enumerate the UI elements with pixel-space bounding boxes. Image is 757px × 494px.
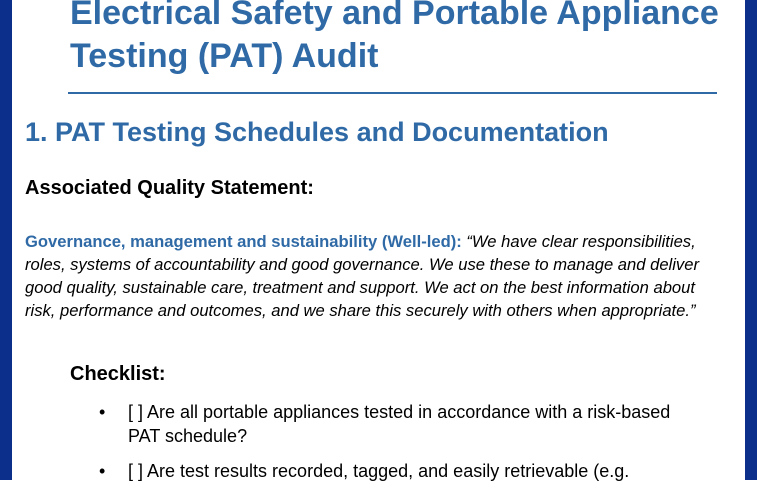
page-border-left — [0, 0, 12, 480]
title-divider — [68, 92, 717, 94]
bullet-icon: • — [99, 461, 106, 481]
checklist-item — [96, 400, 696, 448]
key-question-label: Governance, management and sustainability (Well-led): — [25, 232, 462, 251]
checklist-item-text: [ ] Are all portable appliances tested in accordance with a risk-based PAT schedule? — [128, 402, 671, 446]
quality-statement-quote: “We have clear responsibilities, roles, systems of accountability and good governance. We use these to manage and deliver good quality, sustainable care, treatment and support. We act on the best information about risk, performance and outcomes, and we share this securely with others when appropriate.” — [25, 232, 699, 320]
checklist-item — [96, 459, 696, 483]
page-border-right — [745, 0, 757, 480]
checklist-heading: Checklist: — [70, 363, 166, 385]
quality-statement-heading: Associated Quality Statement: — [25, 177, 314, 199]
document-title: Electrical Safety and Portable Appliance Testing (PAT) Audit — [70, 0, 719, 75]
section-heading: 1. PAT Testing Schedules and Documentation — [25, 117, 609, 147]
checklist-item-text: [ ] Are test results recorded, tagged, and easily retrievable (e.g. — [128, 461, 630, 481]
quality-statement — [25, 230, 730, 322]
bullet-icon: • — [99, 402, 106, 422]
